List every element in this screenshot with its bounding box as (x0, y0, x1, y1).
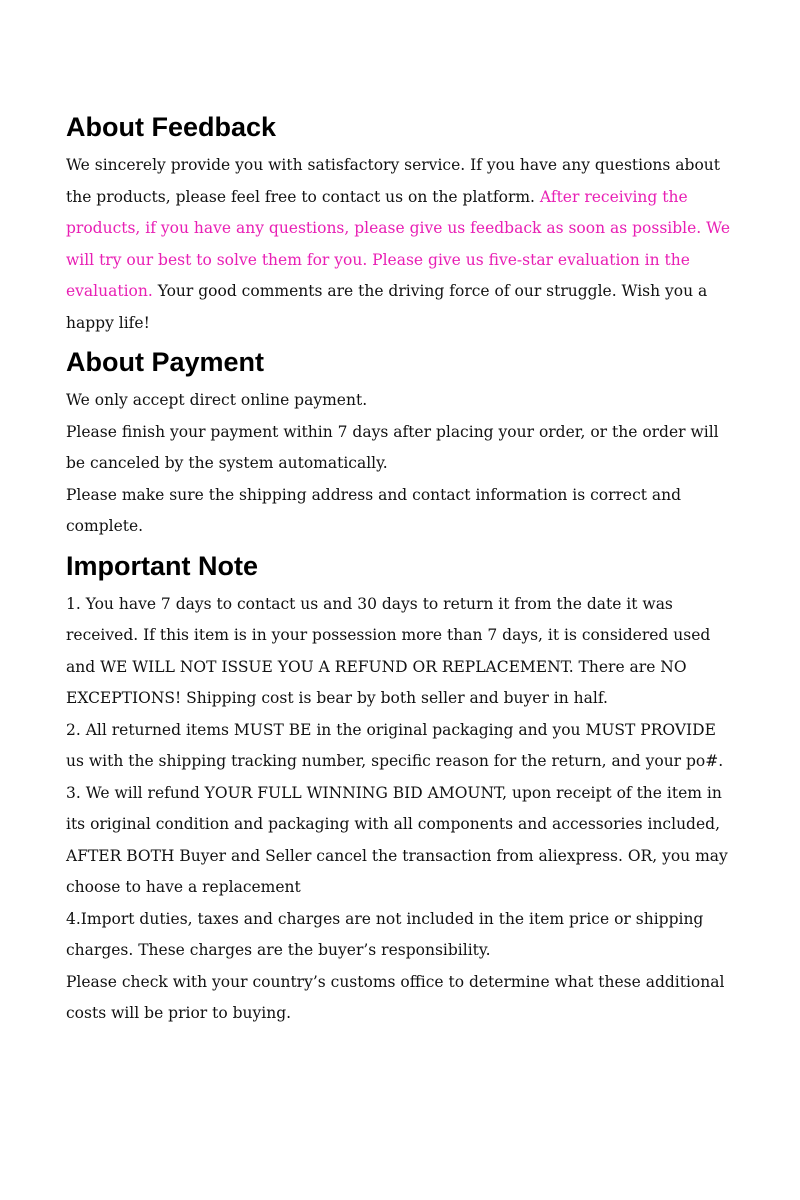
policy-document (66, 108, 738, 1030)
payment-line: We only accept direct online payment. (66, 391, 368, 409)
note-line: Please check with your country’s customs office to determine what these additional costs will be prior to buying. (66, 972, 725, 1022)
feedback-text-highlight: After receiving the products, if you have any questions, please give us feedback as soon as possible. We will try our best to solve them for you. Please give us five-star evaluation in the evaluation. (66, 187, 730, 300)
payment-line: Please make sure the shipping address and contact information is correct and complete. (66, 485, 682, 535)
payment-line: Please finish your payment within 7 days after placing your order, or the order will be canceled by the system automatically. (66, 422, 719, 472)
feedback-paragraph (66, 150, 738, 339)
note-line: 4.Import duties, taxes and charges are not included in the item price or shipping charges. These charges are the buyer’s responsibility. (66, 909, 704, 959)
note-line: 2. All returned items MUST BE in the original packaging and you MUST PROVIDE us with the shipping tracking number, specific reason for the return, and your po#. (66, 720, 724, 770)
feedback-heading: About Feedback (66, 112, 277, 142)
payment-heading: About Payment (66, 347, 265, 377)
feedback-text-before: We sincerely provide you with satisfactory service. If you have any questions about the products, please feel free to contact us on the platform. (66, 156, 720, 206)
feedback-section (66, 108, 738, 339)
important-note-section (66, 547, 738, 1030)
note-line: 3. We will refund YOUR FULL WINNING BID AMOUNT, upon receipt of the item in its original condition and packaging with all components and accessories included, AFTER BOTH Buyer and Seller cancel the transaction from aliexpress. OR, you may choose to have a replacement (66, 783, 728, 896)
note-line: 1. You have 7 days to contact us and 30 days to return it from the date it was received. If this item is in your possession more than 7 days, it is considered used and WE WILL NOT ISSUE YOU A REFUND OR REPLACEMENT. There are NO EXCEPTIONS! Shipping cost is bear by both seller and buyer in half. (66, 594, 711, 707)
important-note-heading: Important Note (66, 550, 258, 581)
feedback-text-after: Your good comments are the driving force of our struggle. Wish you a happy life! (66, 282, 708, 332)
payment-section (66, 343, 738, 543)
